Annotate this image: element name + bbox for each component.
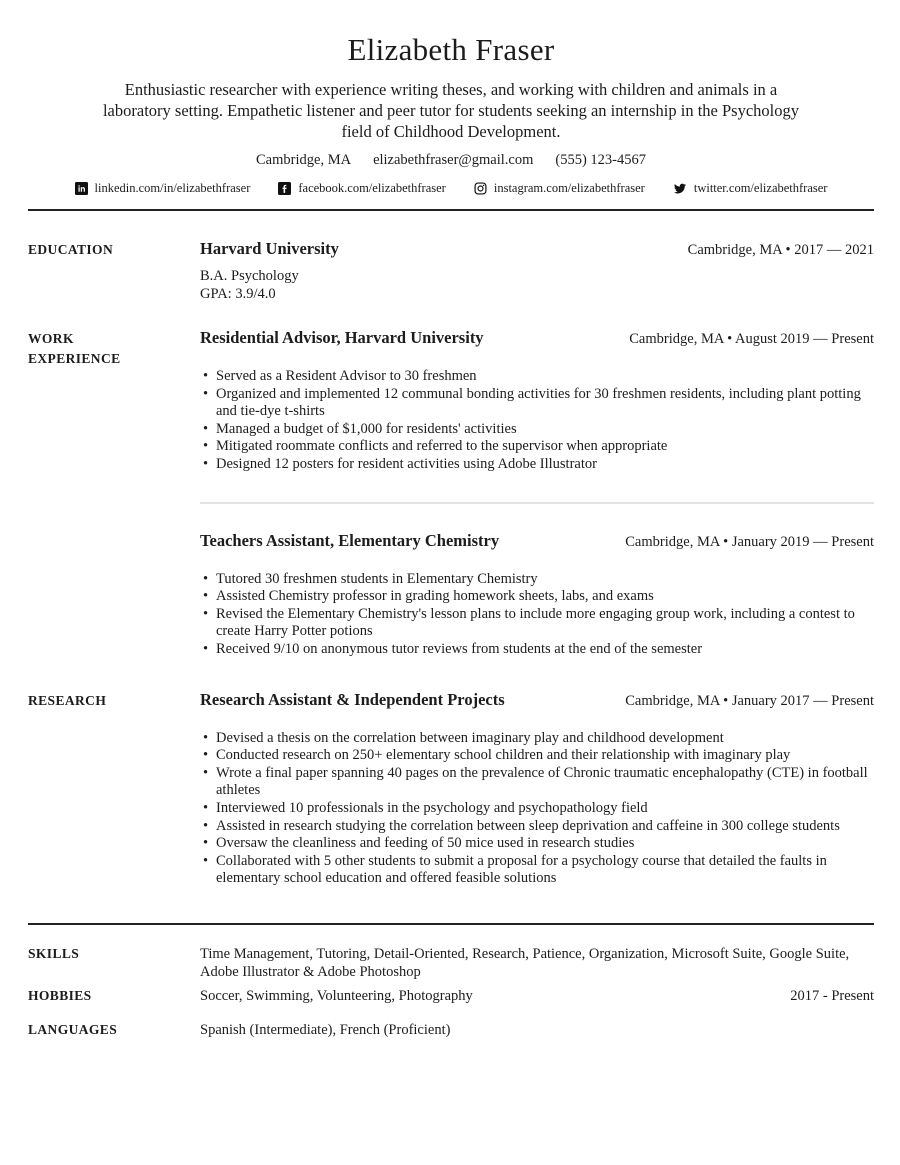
section-label-languages: LANGUAGES	[28, 1021, 118, 1037]
row-hobbies	[28, 987, 874, 1005]
research-bullets	[200, 730, 874, 888]
work-entry-title: Residential Advisor, Harvard University	[200, 328, 484, 347]
social-label-twitter: twitter.com/elizabethfraser	[693, 181, 828, 195]
bullet-item: • Mitigated roommate conflicts and referred to the supervisor when appropriate	[200, 438, 874, 456]
social-row	[28, 181, 874, 196]
section-education	[28, 240, 874, 303]
instagram-icon	[474, 182, 487, 195]
work-entry-meta: Cambridge, MA • January 2019 — Present	[625, 533, 874, 550]
bullet-item: • Interviewed 10 professionals in the psychology and psychopathology field	[200, 800, 874, 818]
linkedin-icon	[75, 182, 88, 195]
section-research	[28, 691, 874, 888]
bullet-item: • Tutored 30 freshmen students in Elementary Chemistry	[200, 571, 874, 589]
section-work-experience	[28, 329, 874, 659]
skills-text: Time Management, Tutoring, Detail-Oriented, Research, Patience, Organization, Microsoft Suite, Google Suite, Adobe Illustrator & Adobe Photoshop	[200, 945, 850, 980]
education-details	[200, 267, 874, 303]
row-skills	[28, 945, 874, 981]
bullet-item: • Managed a budget of $1,000 for residents' activities	[200, 421, 874, 439]
contact-phone: (555) 123-4567	[555, 152, 646, 168]
work-entry-meta: Cambridge, MA • August 2019 — Present	[629, 331, 874, 347]
work-entry-bullets	[200, 571, 874, 659]
bullet-item: • Served as a Resident Advisor to 30 freshmen	[200, 368, 874, 386]
bullet-item: • Assisted Chemistry professor in grading homework sheets, labs, and exams	[200, 588, 874, 606]
section-label-hobbies: HOBBIES	[28, 987, 92, 1003]
languages-text: Spanish (Intermediate), French (Proficient)	[200, 1021, 451, 1038]
header-divider	[28, 209, 874, 211]
bullet-item: • Revised the Elementary Chemistry's lesson plans to include more engaging group work, including a contest to create Harry Potter potions	[200, 606, 874, 641]
bullet-item: • Conducted research on 250+ elementary school children and their relationship with imaginary play	[200, 747, 874, 765]
contact-row	[28, 152, 874, 169]
education-meta: Cambridge, MA • 2017 — 2021	[687, 242, 874, 258]
hobbies-text: Soccer, Swimming, Volunteering, Photography	[200, 987, 473, 1004]
research-entry-title: Research Assistant & Independent Projects	[200, 689, 505, 709]
education-content	[200, 240, 874, 303]
bullet-item: • Wrote a final paper spanning 40 pages on the prevalence of Chronic traumatic encephalopathy (CTE) in football athletes	[200, 765, 874, 800]
work-entry-header	[200, 532, 874, 551]
education-degree: B.A. Psychology	[200, 268, 299, 284]
education-entry-header	[200, 240, 874, 259]
section-label-skills: SKILLS	[28, 945, 80, 961]
social-link-facebook	[278, 181, 446, 196]
work-entry-bullets	[200, 368, 874, 474]
contact-location: Cambridge, MA	[256, 152, 352, 168]
work-experience-content	[200, 329, 874, 659]
research-entry-meta: Cambridge, MA • January 2017 — Present	[625, 692, 874, 709]
section-label-research: RESEARCH	[28, 692, 107, 708]
contact-email: elizabethfraser@gmail.com	[373, 152, 534, 168]
social-link-instagram	[474, 181, 645, 196]
social-link-linkedin	[75, 181, 251, 196]
bullet-item: • Oversaw the cleanliness and feeding of 50 mice used in research studies	[200, 835, 874, 853]
social-label-facebook: facebook.com/elizabethfraser	[298, 181, 446, 195]
bullet-item: • Collaborated with 5 other students to submit a proposal for a psychology course that detailed the faults in elementary school education and offered feasible solutions	[200, 853, 874, 888]
hobbies-meta: 2017 - Present	[790, 987, 874, 1004]
work-entry-header	[200, 329, 874, 348]
work-entry-teachers-assistant	[200, 532, 874, 659]
social-label-linkedin: linkedin.com/in/elizabethfraser	[94, 181, 251, 195]
facebook-icon	[278, 182, 291, 195]
bullet-item: • Designed 12 posters for resident activities using Adobe Illustrator	[200, 456, 874, 474]
education-gpa: GPA: 3.9/4.0	[200, 286, 276, 302]
social-label-instagram: instagram.com/elizabethfraser	[493, 181, 645, 195]
work-entry-residential-advisor	[200, 329, 874, 474]
twitter-icon	[673, 182, 687, 195]
resume-header	[28, 30, 874, 196]
bullet-item: • Received 9/10 on anonymous tutor reviews from students at the end of the semester	[200, 641, 874, 659]
bullet-item: • Devised a thesis on the correlation between imaginary play and childhood development	[200, 730, 874, 748]
entry-divider	[200, 502, 874, 504]
social-link-twitter	[673, 181, 828, 196]
person-name: Elizabeth Fraser	[347, 32, 555, 67]
section-label-education: EDUCATION	[28, 242, 114, 257]
research-content	[200, 691, 874, 888]
bullet-item: • Organized and implemented 12 communal bonding activities for 30 freshmen residents, including plant potting and tie-dye t-shirts	[200, 386, 874, 421]
summary-text: Enthusiastic researcher with experience writing theses, and working with children and animals in a laboratory setting. Empathetic listener and peer tutor for students seeking an internship in the Psychology field of Childhood Development.	[102, 80, 800, 141]
bullet-item: • Assisted in research studying the correlation between sleep deprivation and caffeine in 300 college students	[200, 818, 874, 836]
bottom-divider	[28, 923, 874, 925]
education-school: Harvard University	[200, 239, 339, 258]
section-label-work-experience: WORK EXPERIENCE	[28, 331, 121, 366]
row-languages	[28, 1021, 874, 1039]
work-entry-title: Teachers Assistant, Elementary Chemistry	[200, 530, 500, 550]
research-entry-header	[200, 691, 874, 710]
